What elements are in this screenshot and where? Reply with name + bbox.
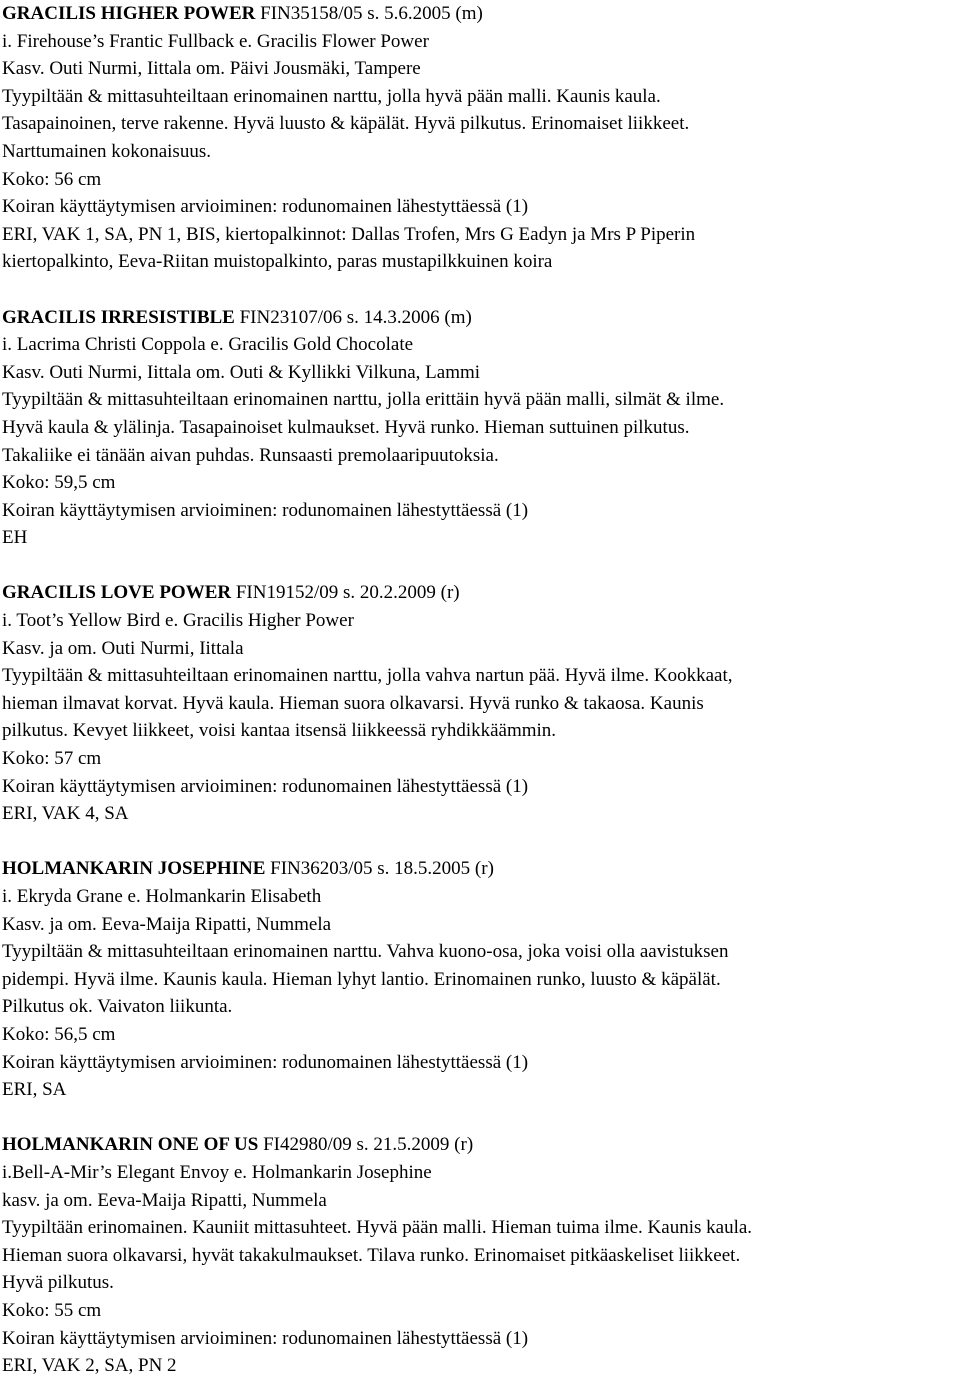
result-line: ERI, SA [2, 1079, 67, 1101]
parents-line: i. Ekryda Grane e. Holmankarin Elisabeth [2, 886, 322, 907]
dog-entry [2, 855, 958, 1103]
behaviour-line: Koiran käyttäytymisen arvioiminen: rodunomainen lähestyttäessä (1) [2, 1051, 529, 1073]
dog-name: HOLMANKARIN ONE OF US [2, 1134, 259, 1156]
dog-name: GRACILIS LOVE POWER [2, 582, 232, 604]
critique-line: Pilkutus ok. Vaivaton liikunta. [2, 996, 233, 1018]
behaviour-line: Koiran käyttäytymisen arvioiminen: rodunomainen lähestyttäessä (1) [2, 196, 529, 218]
critique-line: Tyypiltään erinomainen. Kauniit mittasuhteet. Hyvä pään malli. Hieman tuima ilme. Kaunis kaula. [2, 1217, 753, 1239]
registration-info: FIN23107/06 s. 14.3.2006 (m) [234, 306, 472, 328]
dog-entry [2, 1131, 958, 1379]
result-line: ERI, VAK 2, SA, PN 2 [2, 1355, 177, 1377]
registration-info: FIN35158/05 s. 5.6.2005 (m) [255, 3, 483, 24]
parents-line: i. Toot’s Yellow Bird e. Gracilis Higher Power [2, 610, 354, 632]
result-line: kiertopalkinto, Eeva-Riitan muistopalkinto, paras mustapilkkuinen koira [2, 251, 553, 273]
breeder-owner-line: Kasv. ja om. Eeva-Maija Ripatti, Nummela [2, 913, 332, 935]
critique-line: pilkutus. Kevyet liikkeet, voisi kantaa itsensä liikkeessä ryhdikkäämmin. [2, 720, 557, 742]
size-line: Koko: 56,5 cm [2, 1023, 116, 1045]
behaviour-line: Koiran käyttäytymisen arvioiminen: rodunomainen lähestyttäessä (1) [2, 775, 529, 797]
result-line: ERI, VAK 1, SA, PN 1, BIS, kiertopalkinnot: Dallas Trofen, Mrs G Eadyn ja Mrs P Piperin [2, 223, 696, 245]
breeder-owner-line: Kasv. Outi Nurmi, Iittala om. Päivi Jousmäki, Tampere [2, 58, 421, 80]
result-line: ERI, VAK 4, SA [2, 803, 129, 825]
critique-line: Tasapainoinen, terve rakenne. Hyvä luusto & käpälät. Hyvä pilkutus. Erinomaiset liikkeet. [2, 113, 690, 135]
critique-line: pidempi. Hyvä ilme. Kaunis kaula. Hieman lyhyt lantio. Erinomainen runko, luusto & käpälät. [2, 968, 721, 990]
dog-name: GRACILIS IRRESISTIBLE [2, 306, 235, 328]
behaviour-line: Koiran käyttäytymisen arvioiminen: rodunomainen lähestyttäessä (1) [2, 499, 529, 521]
size-line: Koko: 55 cm [2, 1299, 102, 1321]
critique-line: Tyypiltään & mittasuhteiltaan erinomainen narttu, jolla erittäin hyvä pään malli, silmät & ilme. [2, 389, 725, 411]
dog-entry [2, 579, 958, 827]
result-line: EH [2, 527, 28, 549]
entry-heading [2, 579, 958, 607]
breeder-owner-line: Kasv. ja om. Outi Nurmi, Iittala [2, 637, 244, 659]
breeder-owner-line: kasv. ja om. Eeva-Maija Ripatti, Nummela [2, 1189, 327, 1211]
critique-line: Tyypiltään & mittasuhteiltaan erinomainen narttu, jolla vahva nartun pää. Hyvä ilme. Kookkaat, [2, 665, 733, 687]
critique-line: Hyvä pilkutus. [2, 1272, 114, 1294]
size-line: Koko: 56 cm [2, 168, 102, 190]
entry-heading [2, 304, 958, 332]
behaviour-line: Koiran käyttäytymisen arvioiminen: rodunomainen lähestyttäessä (1) [2, 1327, 529, 1349]
registration-info: FIN36203/05 s. 18.5.2005 (r) [265, 858, 494, 880]
registration-info: FIN19152/09 s. 20.2.2009 (r) [231, 582, 460, 604]
critique-line: Tyypiltään & mittasuhteiltaan erinomainen narttu, jolla hyvä pään malli. Kaunis kaula. [2, 85, 661, 107]
entry-heading [2, 1131, 958, 1159]
size-line: Koko: 59,5 cm [2, 472, 116, 494]
critique-line: hieman ilmavat korvat. Hyvä kaula. Hieman suora olkavarsi. Hyvä runko & takaosa. Kaunis [2, 692, 704, 714]
critique-line: Tyypiltään & mittasuhteiltaan erinomainen narttu. Vahva kuono-osa, joka voisi olla aavistuksen [2, 941, 729, 963]
parents-line: i. Lacrima Christi Coppola e. Gracilis Gold Chocolate [2, 334, 414, 356]
critique-line: Takaliike ei tänään aivan puhdas. Runsaasti premolaaripuutoksia. [2, 444, 499, 466]
entry-heading [2, 855, 958, 883]
size-line: Koko: 57 cm [2, 748, 102, 770]
critique-line: Hieman suora olkavarsi, hyvät takakulmaukset. Tilava runko. Erinomaiset pitkäaskeliset liikkeet. [2, 1244, 741, 1266]
document-page [2, 0, 958, 1380]
parents-line: i.Bell-A-Mir’s Elegant Envoy e. Holmankarin Josephine [2, 1161, 432, 1183]
registration-info: FI42980/09 s. 21.5.2009 (r) [258, 1134, 474, 1156]
critique-line: Hyvä kaula & ylälinja. Tasapainoiset kulmaukset. Hyvä runko. Hieman suttuinen pilkutus. [2, 416, 690, 438]
dog-name: HOLMANKARIN JOSEPHINE [2, 858, 266, 880]
critique-line: Narttumainen kokonaisuus. [2, 140, 211, 162]
dog-entry [2, 0, 958, 276]
breeder-owner-line: Kasv. Outi Nurmi, Iittala om. Outi & Kyllikki Vilkuna, Lammi [2, 361, 481, 383]
dog-name: GRACILIS HIGHER POWER [2, 3, 256, 24]
entry-heading [2, 0, 958, 28]
dog-entry [2, 304, 958, 552]
parents-line: i. Firehouse’s Frantic Fullback e. Gracilis Flower Power [2, 30, 429, 52]
